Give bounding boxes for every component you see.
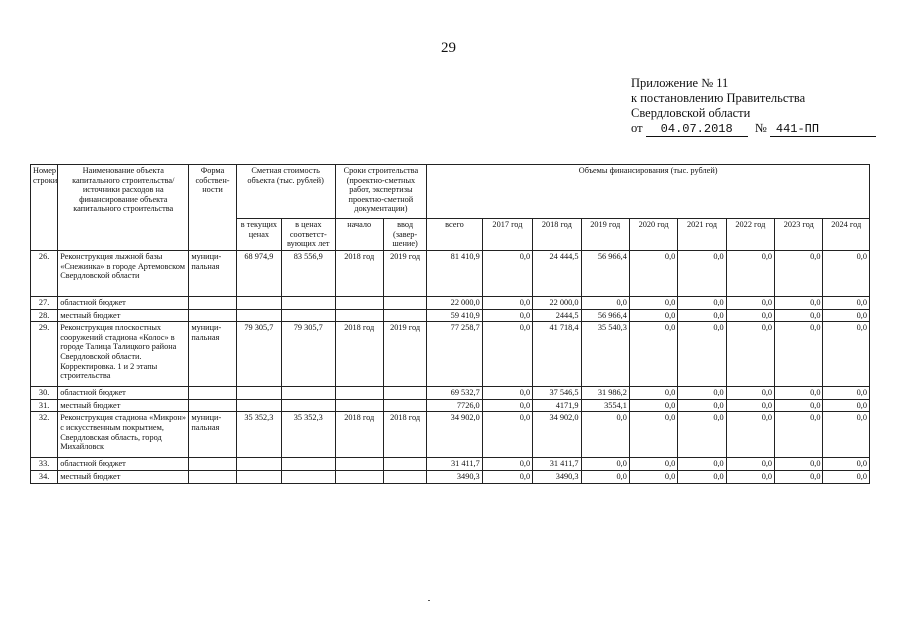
cell-object-name: областной бюджет	[58, 458, 189, 471]
header-end: ввод (завер-шение)	[383, 219, 426, 251]
cell-year-value: 0,0	[678, 387, 726, 400]
cell-cost-current	[236, 470, 281, 483]
header-start: начало	[335, 219, 383, 251]
cell-object-name: местный бюджет	[58, 399, 189, 412]
cell-year-value: 31 986,2	[581, 387, 629, 400]
cell-year-value: 0,0	[823, 458, 870, 471]
cell-year-value: 0,0	[629, 309, 677, 322]
appendix-line-resolution: к постановлению Правительства	[631, 91, 806, 105]
cell-cost-adjusted: 35 352,3	[282, 412, 335, 458]
cell-ownership-form	[189, 458, 236, 471]
cell-year-value: 0,0	[678, 309, 726, 322]
cell-object-name: Реконструкция стадиона «Микрон» с искусственным покрытием, Свердловская область, город Михайловск	[58, 412, 189, 458]
cell-cost-current: 68 974,9	[236, 251, 281, 297]
cell-year-value: 0,0	[629, 412, 677, 458]
cell-year-value: 56 966,4	[581, 251, 629, 297]
cell-total: 69 532,7	[427, 387, 482, 400]
cell-year-value: 0,0	[581, 458, 629, 471]
cell-year-value: 56 966,4	[581, 309, 629, 322]
cell-start	[335, 309, 383, 322]
header-year: 2018 год	[533, 219, 581, 251]
header-object-name: Наименование объекта капитального строительства/ источники расходов на финансирование объекта капитального строительства	[58, 165, 189, 251]
cell-row-number: 27.	[31, 297, 58, 310]
cell-year-value: 0,0	[823, 387, 870, 400]
cell-year-value: 0,0	[629, 470, 677, 483]
cell-year-value: 0,0	[775, 458, 823, 471]
cell-year-value: 0,0	[482, 399, 532, 412]
table-body	[31, 251, 870, 484]
cell-year-value: 0,0	[482, 470, 532, 483]
header-year: 2024 год	[823, 219, 870, 251]
cell-start	[335, 470, 383, 483]
cell-start	[335, 387, 383, 400]
header-total: всего	[427, 219, 482, 251]
cell-cost-current	[236, 297, 281, 310]
cell-ownership-form	[189, 387, 236, 400]
cell-year-value: 0,0	[629, 297, 677, 310]
cell-year-value: 0,0	[629, 399, 677, 412]
cell-year-value: 0,0	[726, 387, 774, 400]
cell-ownership-form: муници-пальная	[189, 322, 236, 387]
cell-year-value: 0,0	[581, 297, 629, 310]
cell-ownership-form: муници-пальная	[189, 412, 236, 458]
cell-total: 3490,3	[427, 470, 482, 483]
cell-row-number: 31.	[31, 399, 58, 412]
from-label: от	[631, 121, 643, 135]
cell-year-value: 0,0	[775, 297, 823, 310]
cell-year-value: 0,0	[482, 458, 532, 471]
cell-cost-current	[236, 458, 281, 471]
cell-end	[383, 297, 426, 310]
cell-year-value: 0,0	[581, 412, 629, 458]
cell-year-value: 0,0	[775, 412, 823, 458]
resolution-date: 04.07.2018	[646, 123, 748, 137]
cell-year-value: 4171,9	[533, 399, 581, 412]
cell-ownership-form	[189, 297, 236, 310]
cell-cost-adjusted: 83 556,9	[282, 251, 335, 297]
cell-end: 2019 год	[383, 251, 426, 297]
table-row	[31, 251, 870, 297]
table-row	[31, 399, 870, 412]
cell-cost-adjusted: 79 305,7	[282, 322, 335, 387]
cell-year-value: 0,0	[775, 399, 823, 412]
header-financing-volumes: Объемы финансирования (тыс. рублей)	[427, 165, 870, 219]
cell-cost-adjusted	[282, 470, 335, 483]
cell-year-value: 0,0	[726, 458, 774, 471]
cell-year-value: 0,0	[823, 297, 870, 310]
cell-object-name: местный бюджет	[58, 470, 189, 483]
table-row	[31, 412, 870, 458]
cell-end: 2019 год	[383, 322, 426, 387]
cell-start	[335, 458, 383, 471]
header-cost-adjusted: в ценах соответст-вующих лет	[282, 219, 335, 251]
cell-year-value: 0,0	[823, 251, 870, 297]
header-year: 2023 год	[775, 219, 823, 251]
cell-ownership-form	[189, 470, 236, 483]
cell-year-value: 0,0	[629, 387, 677, 400]
cell-year-value: 0,0	[823, 322, 870, 387]
header-year: 2021 год	[678, 219, 726, 251]
cell-year-value: 0,0	[482, 309, 532, 322]
cell-year-value: 31 411,7	[533, 458, 581, 471]
cell-year-value: 0,0	[775, 251, 823, 297]
header-construction-terms: Сроки строительства (проектно-сметных работ, экспертизы проектно-сметной документации)	[335, 165, 427, 219]
page-number: 29	[441, 40, 456, 56]
cell-cost-adjusted	[282, 309, 335, 322]
cell-year-value: 0,0	[678, 399, 726, 412]
cell-start	[335, 297, 383, 310]
cell-end: 2018 год	[383, 412, 426, 458]
cell-year-value: 0,0	[775, 322, 823, 387]
cell-year-value: 0,0	[482, 412, 532, 458]
cell-end	[383, 458, 426, 471]
cell-end	[383, 470, 426, 483]
header-row-number: Номер строки	[31, 165, 58, 251]
cell-year-value: 0,0	[581, 470, 629, 483]
header-year: 2017 год	[482, 219, 532, 251]
cell-cost-adjusted	[282, 297, 335, 310]
header-ownership-form: Форма собствен-ности	[189, 165, 236, 251]
cell-start	[335, 399, 383, 412]
cell-cost-current: 35 352,3	[236, 412, 281, 458]
cell-start: 2018 год	[335, 251, 383, 297]
cell-year-value: 0,0	[678, 412, 726, 458]
cell-year-value: 0,0	[823, 412, 870, 458]
cell-total: 81 410,9	[427, 251, 482, 297]
cell-row-number: 32.	[31, 412, 58, 458]
cell-year-value: 0,0	[775, 387, 823, 400]
cell-year-value: 0,0	[775, 470, 823, 483]
cell-year-value: 0,0	[678, 251, 726, 297]
cell-year-value: 0,0	[726, 412, 774, 458]
cell-ownership-form: муници-пальная	[189, 251, 236, 297]
cell-year-value: 0,0	[823, 309, 870, 322]
cell-end	[383, 387, 426, 400]
cell-end	[383, 399, 426, 412]
cell-total: 7726,0	[427, 399, 482, 412]
appendix-block	[631, 76, 876, 137]
resolution-number: 441-ПП	[770, 123, 876, 137]
cell-total: 77 258,7	[427, 322, 482, 387]
header-year: 2019 год	[581, 219, 629, 251]
table-row	[31, 309, 870, 322]
cell-year-value: 0,0	[678, 470, 726, 483]
cell-object-name: Реконструкция лыжной базы «Снежинка» в городе Артемовском Свердловской области	[58, 251, 189, 297]
cell-year-value: 0,0	[775, 309, 823, 322]
cell-object-name: областной бюджет	[58, 387, 189, 400]
cell-ownership-form	[189, 399, 236, 412]
appendix-line-region: Свердловской области	[631, 106, 751, 120]
appendix-date-line	[631, 121, 876, 137]
cell-cost-current	[236, 309, 281, 322]
cell-year-value: 2444,5	[533, 309, 581, 322]
cell-start: 2018 год	[335, 412, 383, 458]
table-row	[31, 470, 870, 483]
cell-object-name: областной бюджет	[58, 297, 189, 310]
cell-year-value: 3490,3	[533, 470, 581, 483]
header-estimated-cost: Сметная стоимость объекта (тыс. рублей)	[236, 165, 335, 219]
cell-year-value: 35 540,3	[581, 322, 629, 387]
table-row	[31, 458, 870, 471]
cell-cost-current	[236, 387, 281, 400]
cell-cost-current	[236, 399, 281, 412]
cell-year-value: 0,0	[823, 470, 870, 483]
cell-end	[383, 309, 426, 322]
cell-row-number: 26.	[31, 251, 58, 297]
cell-object-name: местный бюджет	[58, 309, 189, 322]
cell-total: 59 410,9	[427, 309, 482, 322]
cell-year-value: 41 718,4	[533, 322, 581, 387]
cell-cost-current: 79 305,7	[236, 322, 281, 387]
cell-year-value: 0,0	[482, 297, 532, 310]
appendix-title: Приложение № 11	[631, 76, 729, 90]
cell-year-value: 0,0	[726, 322, 774, 387]
cell-cost-adjusted	[282, 458, 335, 471]
cell-year-value: 22 000,0	[533, 297, 581, 310]
header-year: 2020 год	[629, 219, 677, 251]
cell-year-value: 0,0	[726, 470, 774, 483]
cell-year-value: 0,0	[823, 399, 870, 412]
cell-year-value: 0,0	[726, 309, 774, 322]
cell-year-value: 0,0	[629, 251, 677, 297]
cell-year-value: 0,0	[678, 297, 726, 310]
cell-row-number: 33.	[31, 458, 58, 471]
cell-total: 34 902,0	[427, 412, 482, 458]
cell-row-number: 30.	[31, 387, 58, 400]
cell-total: 31 411,7	[427, 458, 482, 471]
cell-start: 2018 год	[335, 322, 383, 387]
cell-year-value: 0,0	[629, 322, 677, 387]
number-label: №	[754, 121, 767, 135]
financing-table	[30, 164, 870, 484]
cell-year-value: 24 444,5	[533, 251, 581, 297]
cell-year-value: 0,0	[482, 251, 532, 297]
cell-year-value: 3554,1	[581, 399, 629, 412]
cell-row-number: 34.	[31, 470, 58, 483]
cell-year-value: 0,0	[726, 399, 774, 412]
cell-year-value: 0,0	[482, 322, 532, 387]
cell-row-number: 28.	[31, 309, 58, 322]
cell-year-value: 0,0	[482, 387, 532, 400]
table-row	[31, 322, 870, 387]
scan-speck	[428, 600, 430, 601]
cell-cost-adjusted	[282, 387, 335, 400]
cell-year-value: 0,0	[678, 322, 726, 387]
cell-year-value: 0,0	[726, 297, 774, 310]
cell-year-value: 34 902,0	[533, 412, 581, 458]
cell-year-value: 0,0	[629, 458, 677, 471]
cell-object-name: Реконструкция плоскостных сооружений стадиона «Колос» в городе Талица Талицкого района Свердловской области. Корректировка. 1 и 2 этапы строительства	[58, 322, 189, 387]
header-cost-current: в текущих ценах	[236, 219, 281, 251]
cell-total: 22 000,0	[427, 297, 482, 310]
table-row	[31, 297, 870, 310]
header-year: 2022 год	[726, 219, 774, 251]
cell-cost-adjusted	[282, 399, 335, 412]
cell-year-value: 0,0	[678, 458, 726, 471]
cell-row-number: 29.	[31, 322, 58, 387]
cell-year-value: 37 546,5	[533, 387, 581, 400]
cell-ownership-form	[189, 309, 236, 322]
table-row	[31, 387, 870, 400]
cell-year-value: 0,0	[726, 251, 774, 297]
